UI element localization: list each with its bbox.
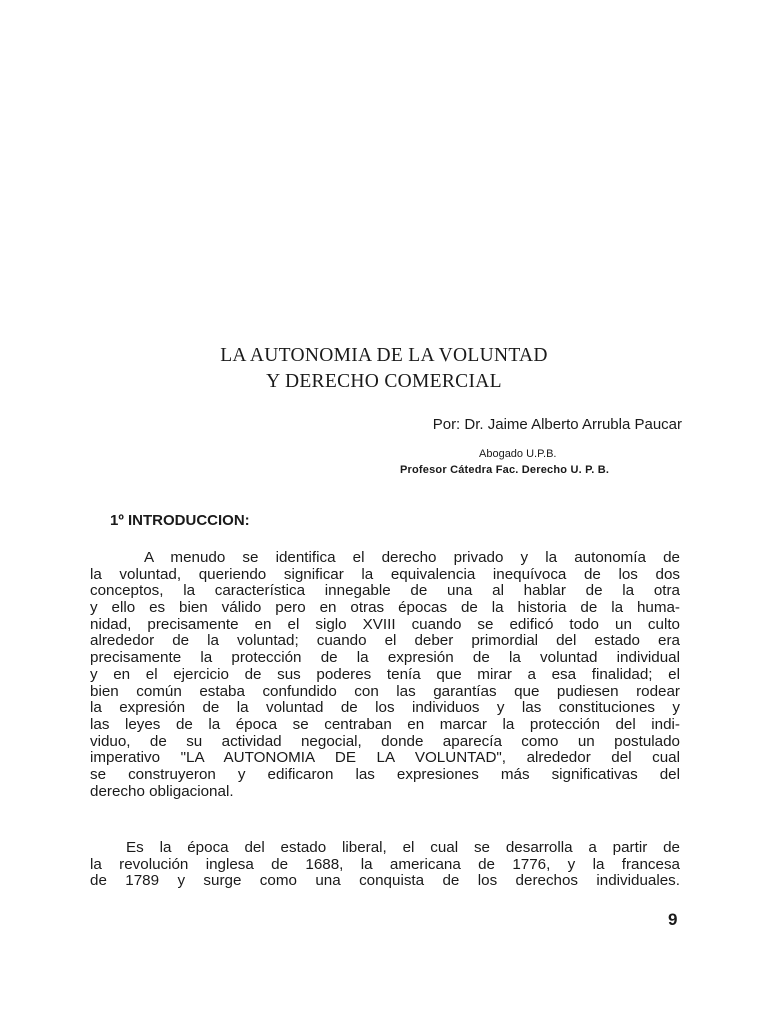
- paragraph-line: las leyes de la época se centraban en marcar la protección del indi-: [90, 715, 680, 733]
- article-title-line-2: Y DERECHO COMERCIAL: [266, 371, 502, 392]
- paragraph-line: bien común estaba confundido con las garantías que pudiesen rodear: [90, 682, 680, 700]
- paragraph-line: imperativo "LA AUTONOMIA DE LA VOLUNTAD", alrededor del cual: [90, 749, 680, 767]
- paragraph-line: alrededor de la voluntad; cuando el deber primordial del estado era: [90, 632, 680, 650]
- paragraph-line: y en el ejercicio de sus poderes tenía que mirar a esa finalidad; el: [90, 665, 680, 683]
- article-title: [0, 343, 768, 395]
- body-paragraph-2: [90, 840, 680, 890]
- paragraph-line: y ello es bien válido pero en otras épocas de la historia de la huma-: [90, 599, 680, 617]
- body-paragraph-1: [90, 550, 680, 800]
- paragraph-line: nidad, precisamente en el siglo XVIII cuando se edificó todo un culto: [90, 615, 680, 633]
- paragraph-line: precisamente la protección de la expresión de la voluntad individual: [90, 649, 680, 667]
- paragraph-line: la voluntad, queriendo significar la equivalencia inequívoca de los dos: [90, 565, 680, 583]
- paragraph-line: Es la época del estado liberal, el cual se desarrolla a partir de: [126, 839, 680, 856]
- paragraph-line: conceptos, la característica innegable de una al hablar de la otra: [90, 582, 680, 600]
- paragraph-line: derecho obligacional.: [90, 782, 234, 800]
- section-heading: 1º INTRODUCCION:: [110, 512, 250, 529]
- author-affiliation-degree: Abogado U.P.B.: [479, 448, 557, 460]
- paragraph-line: viduo, de su actividad negocial, donde aparecía como un postulado: [90, 732, 680, 750]
- paragraph-line: A menudo se identifica el derecho privado y la autonomía de: [144, 549, 680, 566]
- paragraph-line: de 1789 y surge como una conquista de los derechos individuales.: [90, 872, 680, 890]
- paragraph-line: se construyeron y edificaron las expresiones más significativas del: [90, 765, 680, 783]
- author-byline: Por: Dr. Jaime Alberto Arrubla Paucar: [432, 416, 682, 433]
- page-number: 9: [668, 910, 678, 929]
- author-affiliation-position: Profesor Cátedra Fac. Derecho U. P. B.: [400, 464, 610, 476]
- article-title-line-1: LA AUTONOMIA DE LA VOLUNTAD: [220, 345, 548, 366]
- paragraph-line: la expresión de la voluntad de los individuos y las constituciones y: [90, 699, 680, 717]
- paragraph-line: la revolución inglesa de 1688, la americana de 1776, y la francesa: [90, 855, 680, 873]
